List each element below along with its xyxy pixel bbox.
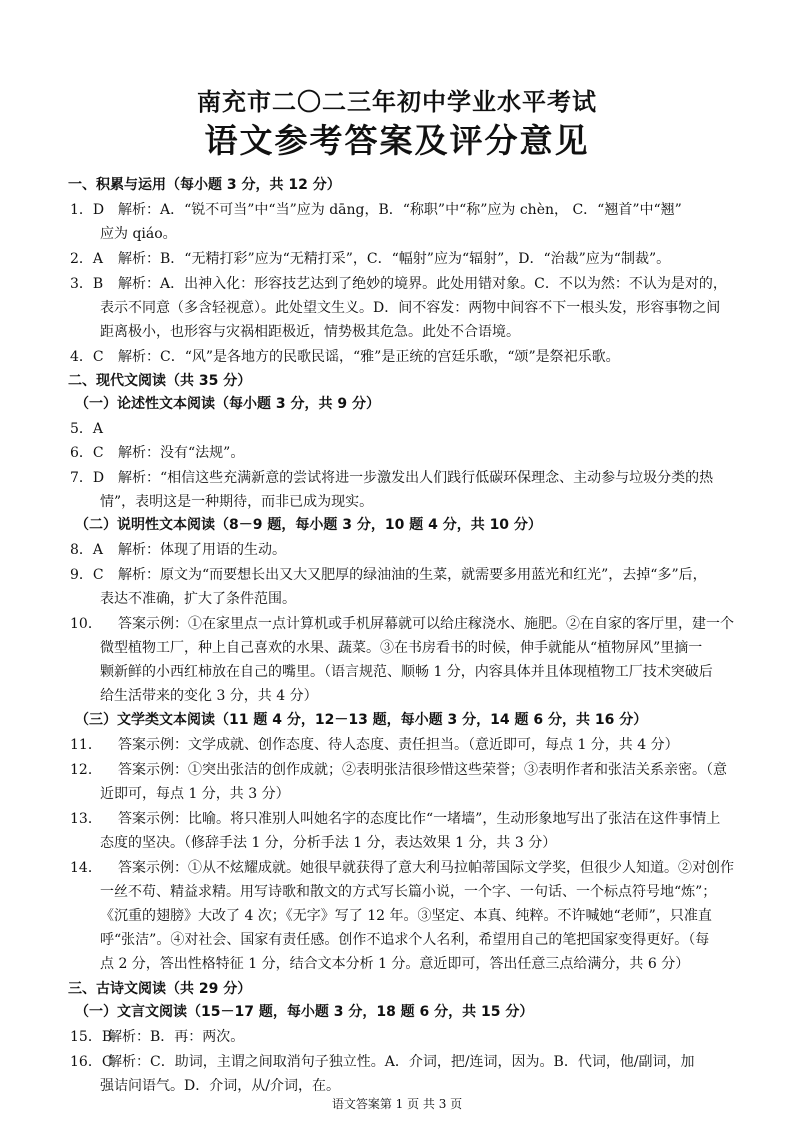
- question-number: 8．A: [70, 542, 104, 558]
- question-number: 13．: [70, 811, 102, 827]
- answer-item: [70, 273, 727, 295]
- answer-item: [70, 1026, 244, 1048]
- answer-item: [70, 442, 244, 464]
- section-heading: 三、古诗文阅读（共 29 分）: [68, 981, 252, 997]
- answer-text: 解析：体现了用语的生动。: [118, 542, 286, 558]
- answer-text: 解析：B．再：两次。: [108, 1029, 245, 1045]
- answer-item: [70, 467, 713, 489]
- answer-continuation: 一丝不苟、精益求精。用写诗歌和散文的方式写长篇小说，一个字、一句话、一个标点符号地“炼”；: [100, 884, 717, 900]
- answer-item: [70, 857, 734, 879]
- question-number: 11．: [70, 737, 102, 753]
- question-number: 2．A: [70, 251, 104, 267]
- answer-text: 解析：“相信这些充满新意的尝试将进一步激发出人们践行低碳环保理念、主动参与垃圾分类的热: [118, 470, 714, 486]
- question-number: 3．B: [70, 276, 104, 292]
- answer-continuation: 表示不同意（多含轻视意）。此处望文生义。D．间不容发：两物中间容不下一根头发，形容事物之间: [100, 300, 721, 316]
- subsection-heading: （二）说明性文本阅读（8－9 题，每小题 3 分，10 题 4 分，共 10 分）: [75, 517, 542, 533]
- answer-text: 解析：B．“无精打彩”应为“无精打采”，C．“幅射”应为“辐射”，D．“治裁”应为“制裁”。: [118, 251, 671, 267]
- section-heading: 二、现代文阅读（共 35 分）: [68, 373, 252, 389]
- answer-continuation: 强诘问语气。D．介词，从/介词，在。: [100, 1078, 340, 1094]
- answer-continuation: 距离极小，也形容与灾祸相距极近，情势极其危急。此处不合语境。: [100, 324, 520, 340]
- answer-text: 解析：没有“法规”。: [118, 445, 245, 461]
- document-title: 语文参考答案及评分意见: [204, 121, 590, 160]
- question-number: 7．D: [70, 470, 105, 486]
- answer-text: 答案示例：①从不炫耀成就。她很早就获得了意大利马拉帕蒂国际文学奖，但很少人知道。②对创作: [118, 860, 734, 876]
- answer-text: 解析：A．出神入化：形容技艺达到了绝妙的境界。此处用错对象。C．不以为然：不认为是对的，: [118, 276, 727, 292]
- answer-continuation: 颗新鲜的小西红柿放在自己的嘴里。（语言规范、顺畅 1 分，内容具体并且体现植物工厂技术突破后: [100, 664, 713, 680]
- answer-text: 解析：A．“锐不可当”中“当”应为 dāng，B．“称职”中“称”应为 chèn， C．“翘首”中“翘”: [118, 202, 682, 218]
- page-footer: 语文答案第 1 页 共 3 页: [331, 1097, 463, 1111]
- answer-continuation: 给生活带来的变化 3 分，共 4 分）: [100, 688, 318, 704]
- question-number: 4．C: [70, 349, 104, 365]
- answer-item: [70, 564, 707, 586]
- question-number: 1．D: [70, 202, 105, 218]
- answer-item: [70, 418, 118, 440]
- subsection-heading: （一）文言文阅读（15－17 题，每小题 3 分，18 题 6 分，共 15 分）: [75, 1004, 534, 1020]
- question-number: 16．C: [70, 1054, 113, 1070]
- answer-text: 解析：C．“风”是各地方的民歌民谣，“雅”是正统的宫廷乐歌，“颂”是祭祀乐歌。: [118, 349, 620, 365]
- answer-item: [70, 346, 620, 368]
- answer-text: 解析：C．助词，主谓之间取消句子独立性。A．介词，把/连词，因为。B．代词，他/副词，加: [108, 1054, 695, 1070]
- answer-continuation: 点 2 分，答出性格特征 1 分，结合文本分析 1 分。意近即可，答出任意三点给满分，共 6 分）: [100, 956, 690, 972]
- question-number: 15．B: [70, 1029, 113, 1045]
- question-number: 5．A: [70, 421, 104, 437]
- answer-text: 答案示例：文学成就、创作态度、待人态度、责任担当。（意近即可，每点 1 分，共 4 分）: [118, 737, 679, 753]
- answer-continuation: 呼“张洁”。④对社会、国家有责任感。创作不追求个人名利，希望用自己的笔把国家变得更好。（每: [100, 932, 710, 948]
- question-number: 10．: [70, 616, 102, 632]
- answer-continuation: 态度的坚决。（修辞手法 1 分，分析手法 1 分，表达效果 1 分，共 3 分）: [100, 835, 557, 851]
- answer-continuation: 应为 qiáo。: [100, 226, 177, 242]
- exam-title: 南充市二〇二三年初中学业水平考试: [197, 88, 597, 116]
- question-number: 12．: [70, 762, 102, 778]
- answer-item: [70, 199, 682, 221]
- answer-item: [70, 808, 720, 830]
- answer-item: [70, 539, 286, 561]
- section-heading: 一、积累与运用（每小题 3 分，共 12 分）: [68, 177, 341, 193]
- answer-continuation: 情”，表明这是一种期待，而非已成为现实。: [100, 494, 374, 510]
- answer-text: 解析：原文为“而要想长出又大又肥厚的绿油油的生菜，就需要多用蓝光和红光”，去掉“多”后，: [118, 567, 707, 583]
- answer-item: [70, 734, 679, 756]
- question-number: 9．C: [70, 567, 104, 583]
- answer-text: 答案示例：①突出张洁的创作成就；②表明张洁很珍惜这些荣誉；③表明作者和张洁关系亲密。（意: [118, 762, 727, 778]
- question-number: 14．: [70, 860, 102, 876]
- answer-text: 答案示例：比喻。将只准别人叫她名字的态度比作“一堵墙”，生动形象地写出了张洁在这件事情上: [118, 811, 721, 827]
- answer-continuation: 近即可，每点 1 分，共 3 分）: [100, 786, 290, 802]
- answer-item: [70, 248, 670, 270]
- question-number: 6．C: [70, 445, 104, 461]
- answer-continuation: 《沉重的翅膀》大改了 4 次；《无字》写了 12 年。③坚定、本真、纯粹。不许喊她“老师”，只准直: [100, 908, 712, 924]
- subsection-heading: （三）文学类文本阅读（11 题 4 分，12－13 题，每小题 3 分，14 题 6 分，共 16 分）: [75, 712, 648, 728]
- answer-item: [70, 759, 727, 781]
- answer-continuation: 表达不准确，扩大了条件范围。: [100, 591, 296, 607]
- answer-item: [70, 1051, 695, 1073]
- answer-text: 答案示例：①在家里点一点计算机或手机屏幕就可以给庄稼浇水、施肥。②在自家的客厅里，建一个: [118, 616, 734, 632]
- subsection-heading: （一）论述性文本阅读（每小题 3 分，共 9 分）: [75, 396, 380, 412]
- answer-item: [70, 613, 734, 635]
- answer-continuation: 微型植物工厂，种上自己喜欢的水果、蔬菜。③在书房看书的时候，伸手就能从“植物屏风”里摘一: [100, 640, 703, 656]
